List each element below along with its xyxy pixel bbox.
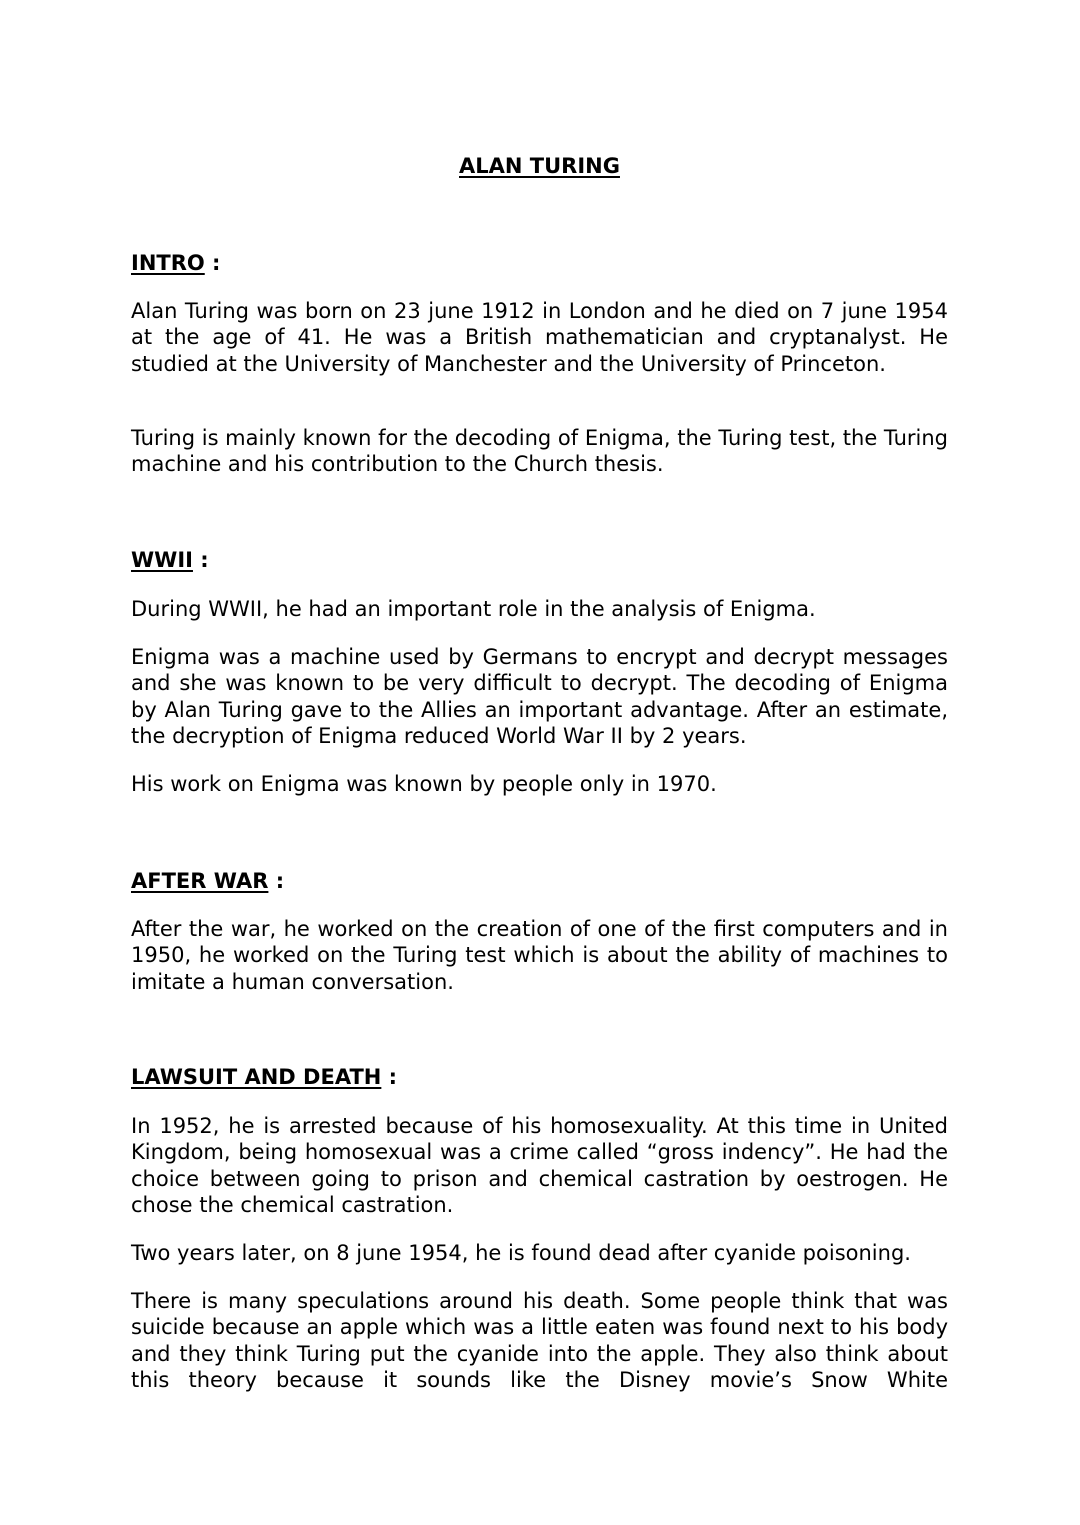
section-heading-after-war-label: AFTER WAR (131, 869, 269, 893)
section-heading-lawsuit-and-death (131, 1063, 948, 1091)
section-heading-wwii-colon: : (192, 548, 209, 572)
section-heading-intro-label: INTRO (131, 251, 205, 275)
section-heading-lawsuit-and-death-label: LAWSUIT AND DEATH (131, 1065, 382, 1089)
section-heading-after-war (131, 867, 948, 895)
section-heading-lawsuit-and-death-colon: : (381, 1065, 398, 1089)
intro-paragraph-1: Alan Turing was born on 23 june 1912 in London and he died on 7 june 1954 at the age of 41. He was a British mathematician and cryptanalyst. He studied at the University of Manchester and the University of Princeton. (131, 299, 948, 376)
document-title (131, 152, 948, 180)
lawsuit-paragraph-1: In 1952, he is arrested because of his homosexuality. At this time in United Kingdom, being homosexual was a crime called “gross indency”. He had the choice between going to prison and chemical castration by oestrogen. He chose the chemical castration. (131, 1114, 948, 1217)
section-heading-intro (131, 249, 948, 277)
lawsuit-paragraph-3: There is many speculations around his death. Some people think that was suicide because an apple which was a little eaten was found next to his body and they think Turing put the cyanide into the apple. They also think about this theory because it sounds like the Disney movie’s Snow White (131, 1289, 948, 1392)
document-title-text: ALAN TURING (459, 154, 620, 178)
intro-paragraph-2: Turing is mainly known for the decoding of Enigma, the Turing test, the Turing machine and his contribution to the Church thesis. (131, 426, 948, 477)
lawsuit-paragraph-2: Two years later, on 8 june 1954, he is found dead after cyanide poisoning. (131, 1241, 911, 1265)
section-heading-after-war-colon: : (268, 869, 285, 893)
wwii-paragraph-1: During WWII, he had an important role in the analysis of Enigma. (131, 597, 816, 621)
section-heading-wwii (131, 546, 948, 574)
wwii-paragraph-3: His work on Enigma was known by people only in 1970. (131, 772, 717, 796)
section-heading-intro-colon: : (204, 251, 221, 275)
after-war-paragraph-1: After the war, he worked on the creation of one of the first computers and in 1950, he worked on the Turing test which is about the ability of machines to imitate a human conversation. (131, 917, 948, 994)
wwii-paragraph-2: Enigma was a machine used by Germans to encrypt and decrypt messages and she was known to be very difficult to decrypt. The decoding of Enigma by Alan Turing gave to the Allies an important advantage. After an estimate, the decryption of Enigma reduced World War II by 2 years. (131, 645, 948, 748)
section-heading-wwii-label: WWII (131, 548, 193, 572)
